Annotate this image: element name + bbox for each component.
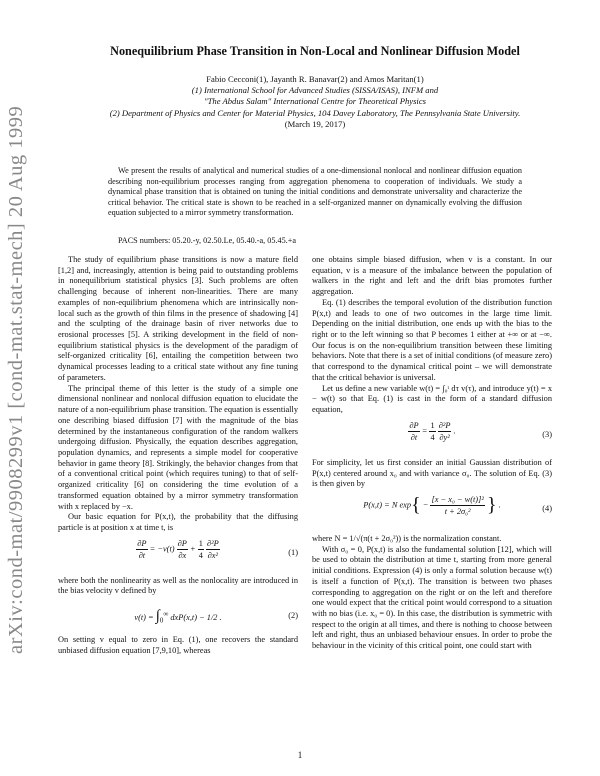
equation-number: (3) [542,429,552,439]
equation-number: (2) [288,611,298,621]
paragraph: Let us define a new variable w(t) = ∫₀ᵗ dτ v(τ), and introduce y(t) = x − w(t) so that Eq. (1) is cast in the form of a standard diffusion equation, [312,383,552,415]
affiliation-2: (2) Department of Physics and Center for Material Physics, 104 Davey Laboratory, The Pennsylvania State University. [109,107,521,118]
paragraph: The study of equilibrium phase transitions is now a mature field [1,2] and, increasingly, attention is being paid to outstanding problems in nonequilibrium statistical physics [3]. Such problems are often challenging because of inherent non-linearities. There are many examples of non-equilibrium phenomena which are intrinsically non-local such as the growth of thin films in the presence of shadowing [4] and the sculpting of the drainage basin of river networks due to erosional processes [5]. A striking development in the field of non-equilibrium statistical physics is the development of the paradigm of self-organized criticality [6], entailing the competition between two dynamical processes leading to a critical state without any fine tuning of parameters. [58,255,298,382]
equation-number: (4) [542,503,552,513]
paragraph: With σ₀ = 0, P(x,t) is also the fundamental solution [12], which will be used to obtain the distribution at time t, starting from more general initial conditions. Expression (4) is only a formal solution because w(t) is itself a function of P(x,t). The transition is between two phases corresponding to aggregation on the right or on the left and therefore one would expect that the critical point would correspond to a situation with no bias (i.e. x₀ = 0). In this case, the distribution is symmetric with respect to the origin at all times, and there is nothing to choose between left and right, thus an unbiased behaviour ensues. In order to probe the behaviour in the vicinity of this critical point, one could start with [312,544,552,651]
equation-1: $\frac{\partial P}{\partial t}$ = −v(t) $\frac{\partial P}{\partial x}$ + $\frac{1}{4}$ $\frac{\text{∂²P}}{\text{∂x²}}$ (1) [137,538,298,560]
abstract: We present the results of analytical and numerical studies of a one-dimensional nonlocal and nonlinear diffusion equation describing non-equilibrium processes ranging from aggregation phenomena to cooperation of individuals. We study a dynamical phase transition that is obtained on tuning the initial conditions and demonstrate universality and characterize the critical behavior. The critical state is shown to be reached in a self-organized manner on dynamically evolving the diffusion equation subjected to a mirror symmetry transformation. [108,166,522,218]
paragraph: one obtains simple biased diffusion, when v is a constant. In our equation, v is a measure of the imbalance between the population of walkers in the right and left and the drift bias promotes further aggregation. [312,255,552,297]
author-block [50,74,580,130]
authors: Fabio Cecconi(1), Jayanth R. Banavar(2) and Amos Maritan(1) [206,74,424,84]
paragraph: where N = 1/√(π(t + 2σ₀²)) is the normalization constant. [312,533,502,543]
left-column [58,255,298,657]
page-number: 1 [297,750,303,760]
equation-2: $v(t) = \int_0^\infty$ dxP(x,t) − 1/2 . (2) [134,607,298,625]
paragraph: On setting v equal to zero in Eq. (1), one recovers the standard unbiased diffusion equation [7,9,10], whereas [58,635,298,655]
equation-3: $\frac{\partial P}{\partial t}$ = $\frac{1}{4}$ $\frac{\text{∂²P}}{\text{∂y²}}$ . (3) [409,420,552,442]
paragraph: The principal theme of this letter is the study of a simple one dimensional nonlinear and nonlocal diffusion equation to elucidate the nature of a non-equilibrium phase transition. The equation is essentially one describing biased diffusion [7] with the magnitude of the bias determined by the instantaneous configuration of the random walkers undergoing diffusion. Physically, the equation describes aggregation, population dynamics, and represents a simple model for cooperative behavior in game theory [8]. Strikingly, the behavior changes from that of a conventional critical point (which requires tuning) to that of self-organized criticality [6] on considering the time evolution of a transformed equation obtained by a mirror symmetry transformation with x replaced by −x. [58,383,298,511]
right-column [312,255,552,652]
equation-4: P(x,t) = N exp{ − $\frac{\text{[x − x₀ − w(t)]²}}{\text{t + 2σ₀²}}$ } . (4) [363,494,552,517]
paragraph: where both the nonlinearity as well as the nonlocality are introduced in the bias velocity v defined by [58,575,298,596]
pacs-numbers: PACS numbers: 05.20.-y, 02.50.Le, 05.40.-a, 05.45.+a [118,236,296,245]
affiliation-1b: "The Abdus Salam" International Centre for Theoretical Physics [204,96,426,107]
arxiv-sidebar-id: arXiv:cond-mat/9908299v1 [cond-mat.stat-mech] 20 Aug 1999 [5,105,27,655]
date: (March 19, 2017) [284,118,346,129]
paragraph: Our basic equation for P(x,t), the probability that the diffusing particle is at position x at time t, is [58,512,298,532]
equation-number: (1) [288,547,298,557]
paragraph: For simplicity, let us first consider an initial Gaussian distribution of P(x,t) centered around x₀ and with variance σ₀. The solution of Eq. (3) is then given by [312,457,552,489]
paper-title: Nonequilibrium Phase Transition in Non-Local and Nonlinear Diffusion Model [110,44,520,58]
paragraph: Eq. (1) describes the temporal evolution of the distribution function P(x,t) and leads to one of two outcomes in the large time limit. Depending on the initial distribution, one ends up with the bias to the right or to the left winning so that P becomes 1 either at +∞ or at −∞. Our focus is on the non-equilibrium transition between these limiting behaviors. Note that there is a set of initial conditions (of measure zero) that correspond to the dynamical critical point – we will demonstrate that the critical behavior is universal. [312,297,552,382]
affiliation-1a: (1) International School for Advanced Studies (SISSA/ISAS), INFM and [191,85,439,96]
